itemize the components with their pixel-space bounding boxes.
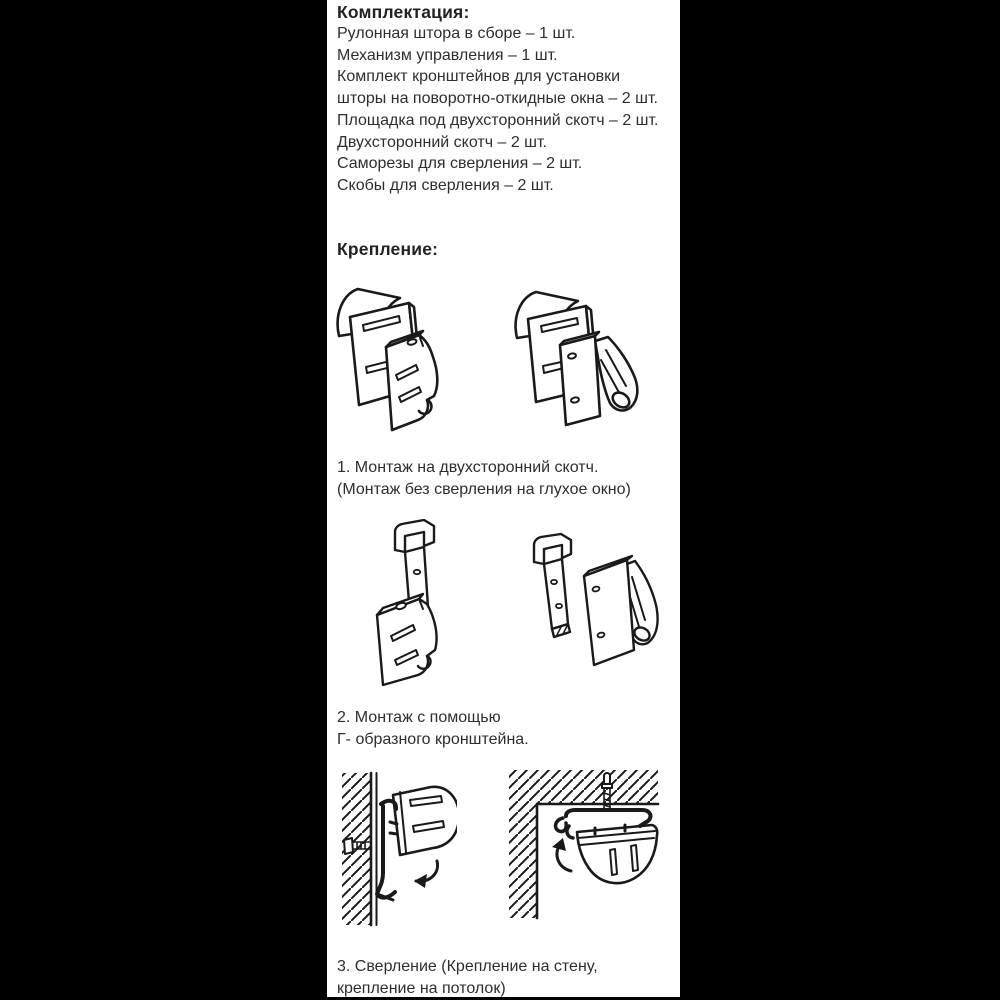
section-heading-kreplenie: Крепление: xyxy=(337,239,439,259)
parts-list-line: Двухсторонний скотч – 2 шт. xyxy=(337,133,547,151)
step-2-caption xyxy=(337,707,678,750)
step-2-caption-line2: Г- образного кронштейна. xyxy=(337,730,529,748)
step-1-caption-line2: (Монтаж без сверления на глухое окно) xyxy=(337,480,631,498)
parts-list xyxy=(337,23,678,197)
section-heading-komplekt: Комплектация: xyxy=(337,2,470,22)
parts-list-line: Рулонная штора в сборе – 1 шт. xyxy=(337,25,576,42)
figure-row-1 xyxy=(327,284,680,450)
step-1-caption-line1: 1. Монтаж на двухсторонний скотч. xyxy=(337,459,599,476)
parts-list-line: шторы на поворотно-откидные окна – 2 шт. xyxy=(337,90,658,108)
step-3-caption-line1: 3. Сверление (Крепление на стену, xyxy=(337,958,598,975)
step-3-caption xyxy=(337,956,678,999)
figure-row-3 xyxy=(327,765,680,935)
wall-hatching xyxy=(509,804,537,918)
instruction-page xyxy=(327,0,680,997)
rotation-arrowhead xyxy=(414,874,427,888)
left-letterbox xyxy=(0,0,327,1000)
step-2-caption-line1: 2. Монтаж с помощью xyxy=(337,709,501,726)
l-hook-with-bracket-side-view-icon xyxy=(371,519,451,689)
parts-list-line: Механизм управления – 1 шт. xyxy=(337,46,558,64)
parts-list-line: Скобы для сверления – 2 шт. xyxy=(337,176,554,194)
step-1-caption xyxy=(337,457,678,500)
step-3-caption-line2: крепление на потолок) xyxy=(337,979,506,997)
ceiling-drill-mount-icon xyxy=(507,768,660,930)
figure-row-2 xyxy=(327,518,680,688)
parts-list-line: Комплект кронштейнов для установки xyxy=(337,68,621,86)
right-letterbox xyxy=(680,0,1000,1000)
tape-mount-bracket-front-view-icon xyxy=(505,288,645,445)
tape-mount-bracket-side-view-icon xyxy=(330,284,445,448)
wall-drill-mount-icon xyxy=(340,767,457,932)
ceiling-hatching xyxy=(509,770,658,804)
l-hook-with-bracket-front-view-icon xyxy=(528,532,668,667)
parts-list-line: Саморезы для сверления – 2 шт. xyxy=(337,155,583,173)
parts-list-line: Площадка под двухсторонний скотч – 2 шт. xyxy=(337,111,659,129)
